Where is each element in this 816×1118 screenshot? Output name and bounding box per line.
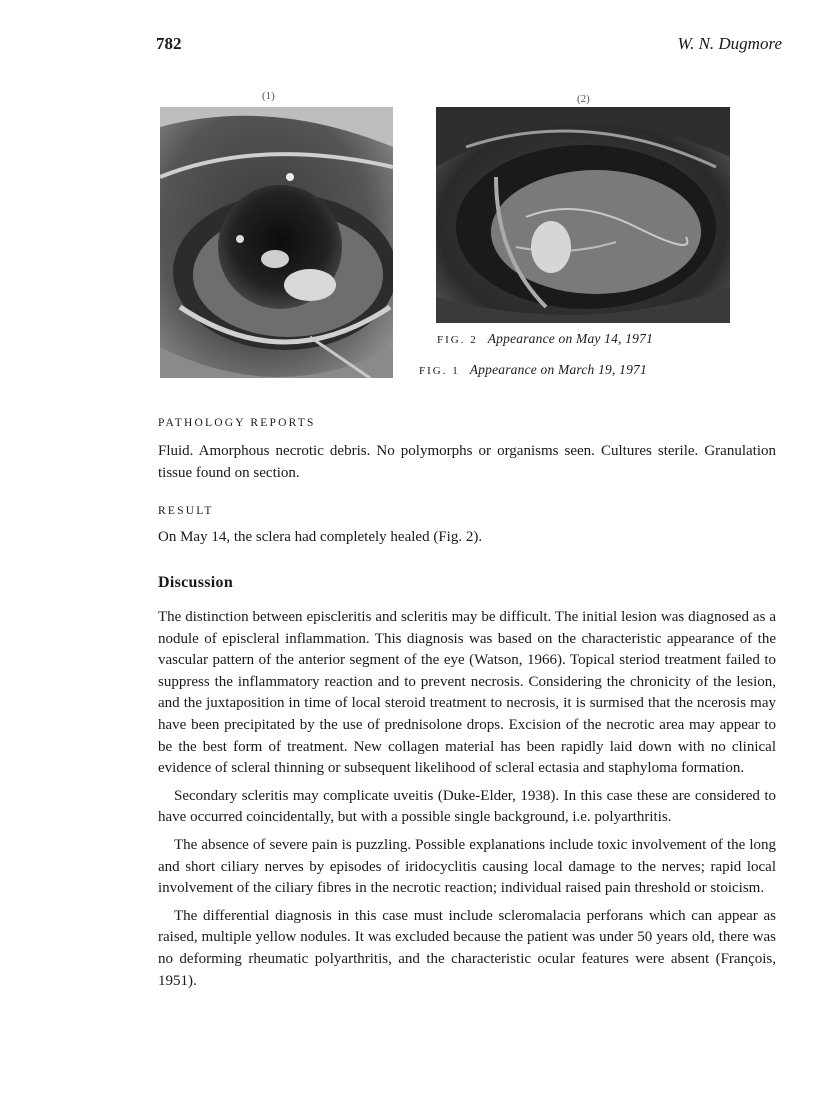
discussion-heading: Discussion — [158, 574, 234, 591]
figure-1-caption — [419, 362, 647, 378]
figure-2-label: FIG. 2 — [437, 334, 478, 346]
figure-2-caption — [437, 331, 653, 347]
discussion-paragraph-1: The distinction between episcleritis and scleritis may be difficult. The initial lesion was diagnosed as a nodule of episcleral inflammation. This diagnosis was based on the characteristic appearance of the vascular pattern of the anterior segment of the eye (Watson, 1966). Topical steriod treatment failed to suppress the inflammatory reaction and to prevent necrosis. Considering the chronicity of the lesion, and the juxtaposition in time of local steroid treatment to necrosis, it is surmised that the ncerosis may have been precipitated by the use of prednisolone drops. Excision of the necrotic area may appear to be the best form of treatment. New collagen material has been rapidly laid down with no clinical evidence of scleral thinning or subsequent likelihood of scleral ectasia and staphyloma formation. — [158, 609, 776, 777]
result-text: On May 14, the sclera had completely healed (Fig. 2). — [158, 529, 483, 545]
figure-2-number: (2) — [577, 93, 590, 105]
page-number: 782 — [156, 34, 182, 53]
figure-2-photo — [436, 107, 730, 323]
discussion-body — [158, 607, 776, 992]
discussion-paragraph-2: Secondary scleritis may complicate uveitis (Duke-Elder, 1938). In this case these are considered to have occurred coincidentally, but with a possible single background, i.e. polyarthritis. — [158, 787, 776, 826]
pathology-text: Fluid. Amorphous necrotic debris. No polymorphs or organisms seen. Cultures sterile. Granulation tissue found on section. — [158, 443, 776, 481]
result-heading: RESULT — [158, 505, 214, 517]
pathology-heading: PATHOLOGY REPORTS — [158, 417, 316, 429]
figure-1-caption-text: Appearance on March 19, 1971 — [469, 362, 647, 377]
discussion-paragraph-3: The absence of severe pain is puzzling. Possible explanations include toxic involvement of the long and short ciliary nerves by episodes of iridocyclitis causing local damage to the nerves; rapid local involvement of the ciliary fibres in the necrotic reaction; individual raised pain threshold or stoicism. — [158, 836, 776, 897]
figure-1-label: FIG. 1 — [419, 365, 460, 377]
eye-photo-2-image — [436, 107, 730, 323]
figure-2-caption-text: Appearance on May 14, 1971 — [487, 331, 654, 346]
running-head-author: W. N. Dugmore — [677, 34, 782, 53]
discussion-paragraph-4: The differential diagnosis in this case must include scleromalacia perforans which can appear as raised, multiple yellow nodules. It was excluded because the patient was under 50 years old, there was no deforming rheumatic polyarthritis, and the characteristic ocular features were absent (François, 1951). — [158, 907, 776, 989]
figure-1-photo — [160, 107, 393, 378]
figure-1-number: (1) — [262, 90, 275, 102]
eye-photo-1-image — [160, 107, 393, 378]
